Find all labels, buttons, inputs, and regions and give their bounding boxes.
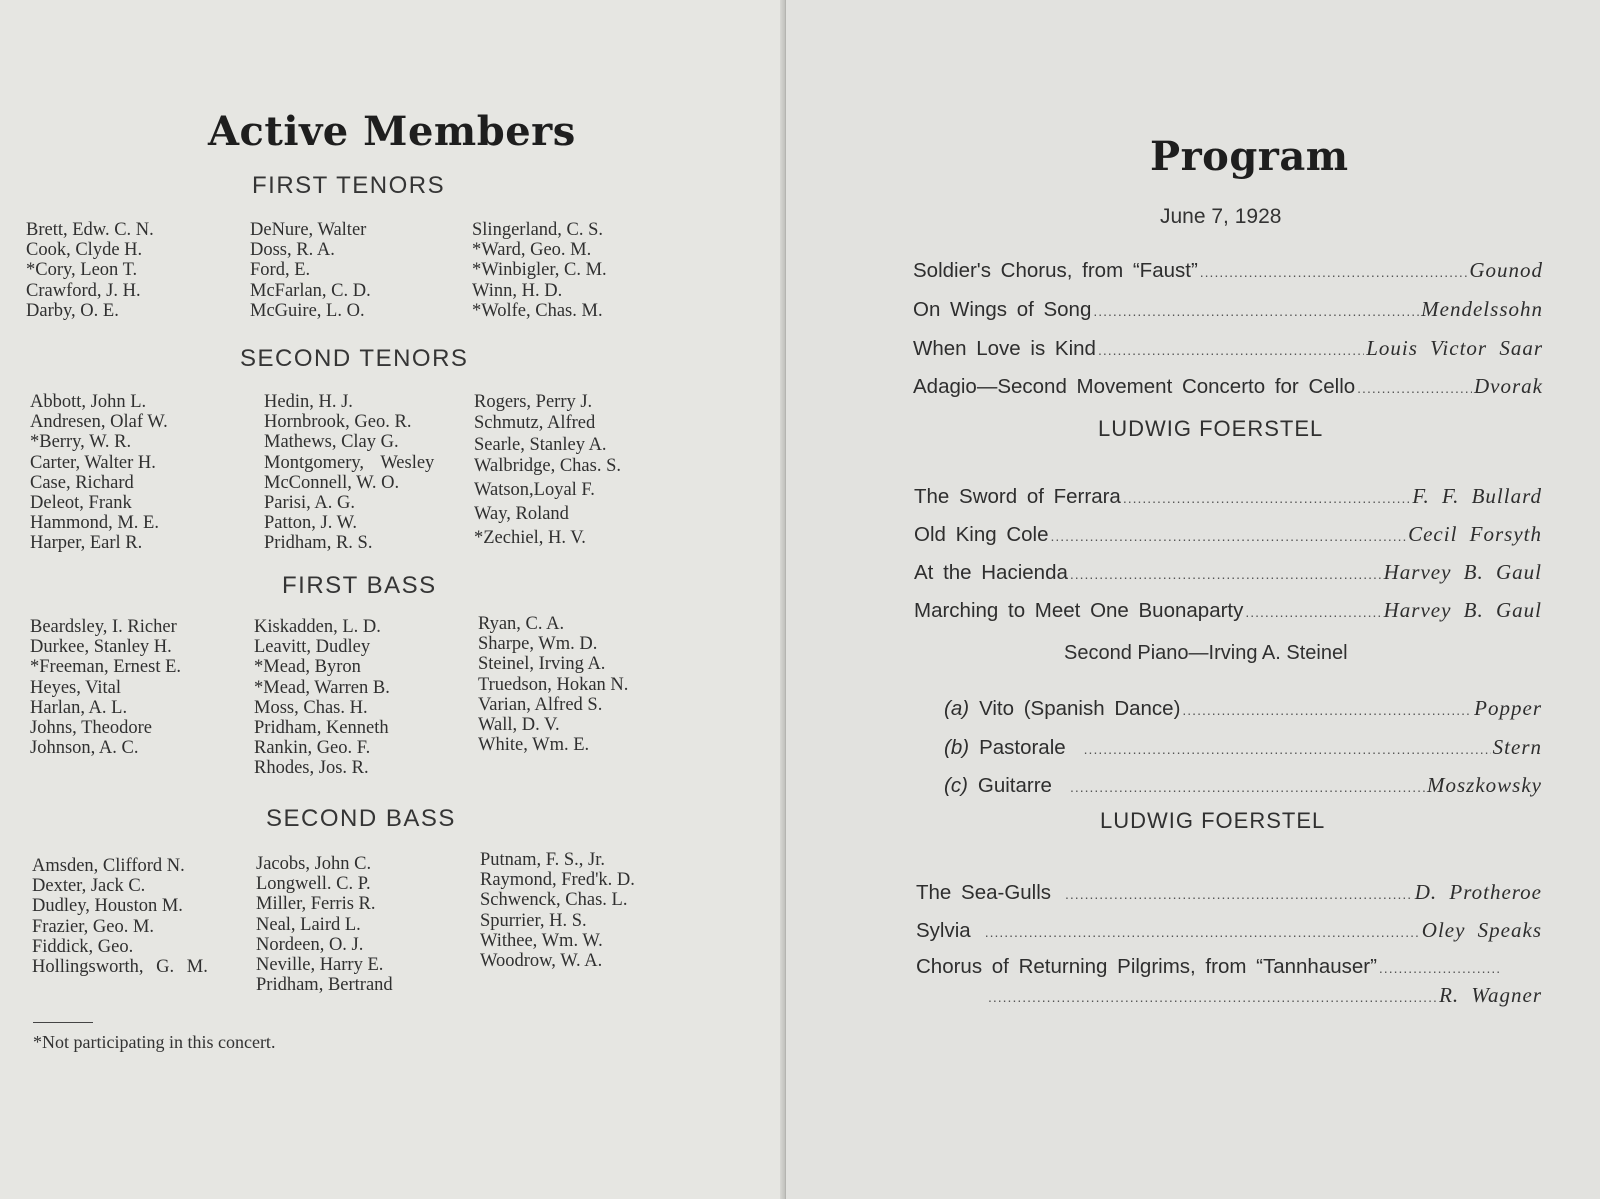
member-name: McConnell, W. O. [264,472,400,493]
member-name: Fiddick, Geo. [32,936,134,957]
member-name: Withee, Wm. W. [480,930,603,951]
member-name: Montgomery, Wesley [264,452,435,473]
performer-name: LUDWIG FOERSTEL [1098,416,1324,441]
member-name: Neville, Harry E. [256,954,384,975]
member-name: Deleot, Frank [30,492,132,513]
member-name: Harlan, A. L. [30,697,128,718]
piece-title: Pastorale [979,736,1066,759]
members-page [0,0,786,1199]
member-name: Way, Roland [474,504,569,525]
section-heading-first-tenors: FIRST TENORS [252,172,446,199]
member-name: Brett, Edw. C. N. [26,220,154,240]
footnote-rule [33,1022,93,1023]
member-name: Abbott, John L. [30,392,147,412]
piece-title: Guitarre [977,774,1052,797]
leader-dots [1098,342,1364,358]
member-name: Slingerland, C. S. [472,220,604,240]
performer-name: LUDWIG FOERSTEL [1100,808,1326,833]
member-name: Heyes, Vital [30,677,122,698]
composer: R. Wagner [1439,983,1542,1007]
member-name: Sharpe, Wm. D. [478,634,598,655]
piece-title: When Love is Kind [913,337,1096,360]
member-name: Nordeen, O. J. [256,934,364,955]
member-name: Patton, J. W. [264,513,358,534]
member-name: Wall, D. V. [478,714,560,735]
member-name: Darby, O. E. [26,300,119,321]
member-name: McFarlan, C. D. [250,280,371,301]
member-name: Watson,Loyal F. [474,480,595,501]
program-item [914,560,1542,585]
second-piano-note: Second Piano—Irving A. Steinel [1064,642,1348,664]
member-name: Ryan, C. A. [478,614,565,634]
member-name: *Mead, Warren B. [254,677,390,698]
member-name: Steinel, Irving A. [478,654,606,675]
member-name: White, Wm. E. [478,735,590,756]
member-name: *Wolfe, Chas. M. [472,300,603,321]
section-heading-second-tenors: SECOND TENORS [240,345,469,372]
member-name: Doss, R. A. [250,240,335,261]
leader-dots [1050,528,1406,544]
member-name: Johnson, A. C. [30,738,139,759]
item-label: (c) [944,774,968,797]
concert-date: June 7, 1928 [1160,205,1282,228]
section-heading-second-bass: SECOND BASS [266,805,456,832]
second-bass-col-2 [256,854,393,995]
piece-title: Old King Cole [914,523,1049,546]
leader-dots [1379,960,1500,976]
member-name: Amsden, Clifford N. [32,856,185,876]
piece-title: Adagio—Second Movement Concerto for Cello [913,375,1356,398]
program-item [916,918,1542,943]
program-item-finale-composer [986,983,1542,1008]
composer: Stern [1492,735,1542,759]
composer: Harvey B. Gaul [1383,598,1542,622]
first-tenors-col-2 [250,220,371,321]
first-bass-col-3 [478,614,628,755]
program-item [913,297,1543,322]
item-label: (a) [944,697,970,720]
member-name: *Freeman, Ernest E. [30,657,182,678]
member-name: Leavitt, Dudley [254,637,371,658]
program-item [914,484,1542,509]
member-name: Carter, Walter H. [30,452,156,473]
footnote: *Not participating in this concert. [33,1032,276,1052]
leader-dots [985,924,1420,940]
member-name: *Berry, W. R. [30,432,132,453]
member-name: Woodrow, W. A. [480,950,603,971]
leader-dots [1245,604,1381,620]
first-tenors-col-1 [26,220,154,321]
program-item [944,696,1542,721]
member-name: Rankin, Geo. F. [254,738,371,759]
member-name: Truedson, Hokan N. [478,674,629,695]
first-tenors-col-3 [472,220,607,321]
member-name: Kiskadden, L. D. [254,617,381,637]
leader-dots [1065,886,1413,902]
member-name: Durkee, Stanley H. [30,637,172,658]
piece-title: Sylvia [916,919,971,942]
member-name: Miller, Ferris R. [256,894,376,915]
piece-title: The Sea-Gulls [916,881,1052,904]
member-name: Schmutz, Alfred [474,413,596,434]
second-tenors-col-1 [30,392,168,554]
member-name: Pridham, R. S. [264,533,373,554]
member-name: Varian, Alfred S. [478,694,603,715]
second-tenors-col-3 [474,392,621,550]
program-item [914,522,1542,547]
member-name: Dudley, Houston M. [32,896,183,917]
member-name: Ford, E. [250,260,311,281]
program-item [914,598,1542,623]
composer: Cecil Forsyth [1408,522,1542,546]
composer: D. Protheroe [1414,880,1542,904]
member-name: Neal, Laird L. [256,914,361,935]
program-item [916,880,1542,905]
member-name: Harper, Earl R. [30,533,143,554]
leader-dots [1200,264,1468,280]
composer: Dvorak [1474,374,1543,398]
leader-dots [1084,741,1491,757]
second-bass-col-1 [32,856,208,977]
leader-dots [1123,490,1411,506]
member-name: Dexter, Jack C. [32,876,146,897]
piece-title: At the Hacienda [914,561,1068,584]
member-name: Johns, Theodore [30,717,152,738]
member-name: Spurrier, H. S. [480,910,587,931]
leader-dots [1357,380,1472,396]
member-name: Hedin, H. J. [264,392,353,412]
member-name: Hollingsworth, G. M. [32,956,208,977]
piece-title: Marching to Meet One Buonaparty [914,599,1244,622]
member-name: *Zechiel, H. V. [474,528,586,549]
leader-dots [1070,566,1382,582]
member-name: Hammond, M. E. [30,513,159,534]
member-name: Pridham, Kenneth [254,717,389,738]
member-name: *Mead, Byron [254,657,361,678]
piece-title: Vito (Spanish Dance) [979,697,1181,720]
composer: Gounod [1469,258,1543,282]
member-name: Mathews, Clay G. [264,432,399,453]
composer: Harvey B. Gaul [1383,560,1542,584]
program-item [944,735,1542,760]
member-name: Andresen, Olaf W. [30,412,168,433]
composer: Oley Speaks [1421,918,1542,942]
program-item [913,258,1543,283]
member-name: Rogers, Perry J. [474,392,593,412]
member-name: Longwell. C. P. [256,874,371,895]
member-name: Case, Richard [30,472,134,493]
program-item-finale [916,955,1502,979]
item-label: (b) [944,736,970,759]
section-heading-first-bass: FIRST BASS [282,572,437,599]
second-bass-col-3 [480,850,635,971]
program-item [944,773,1542,798]
leader-dots [988,989,1437,1005]
piece-title: Soldier's Chorus, from “Faust” [913,259,1198,282]
composer: Popper [1474,696,1542,720]
leader-dots [1182,702,1472,718]
member-name: Putnam, F. S., Jr. [480,850,605,870]
leader-dots [1070,779,1425,795]
member-name: DeNure, Walter [250,220,367,240]
member-name: Parisi, A. G. [264,492,355,513]
members-title: Active Members [208,108,576,155]
composer: Moszkowsky [1427,773,1542,797]
member-name: *Cory, Leon T. [26,260,138,281]
first-bass-col-2 [254,617,390,779]
leader-dots [1093,303,1419,319]
first-bass-col-1 [30,617,181,758]
composer: F. F. Bullard [1412,484,1542,508]
member-name: Walbridge, Chas. S. [474,456,622,477]
member-name: Crawford, J. H. [26,280,141,301]
member-name: Cook, Clyde H. [26,240,143,261]
member-name: *Winbigler, C. M. [472,260,607,281]
piece-title: On Wings of Song [913,298,1092,321]
member-name: Schwenck, Chas. L. [480,890,628,911]
composer: Mendelssohn [1421,297,1543,321]
member-name: *Ward, Geo. M. [472,240,592,261]
member-name: Frazier, Geo. M. [32,916,155,937]
member-name: Winn, H. D. [472,280,563,301]
member-name: Hornbrook, Geo. R. [264,412,412,433]
piece-title: Chorus of Returning Pilgrims, from “Tannhauser” [916,955,1377,978]
composer: Louis Victor Saar [1366,336,1543,360]
member-name: Jacobs, John C. [256,854,372,874]
second-tenors-col-2 [264,392,434,554]
program-title: Program [1150,133,1349,180]
piece-title: The Sword of Ferrara [914,485,1121,508]
member-name: Pridham, Bertrand [256,975,393,996]
member-name: Rhodes, Jos. R. [254,758,369,779]
member-name: Raymond, Fred'k. D. [480,870,635,891]
member-name: Moss, Chas. H. [254,697,368,718]
member-name: McGuire, L. O. [250,300,365,321]
member-name: Searle, Stanley A. [474,434,607,455]
member-name: Beardsley, I. Richer [30,617,177,637]
program-item [913,374,1543,399]
program-item [913,336,1543,361]
